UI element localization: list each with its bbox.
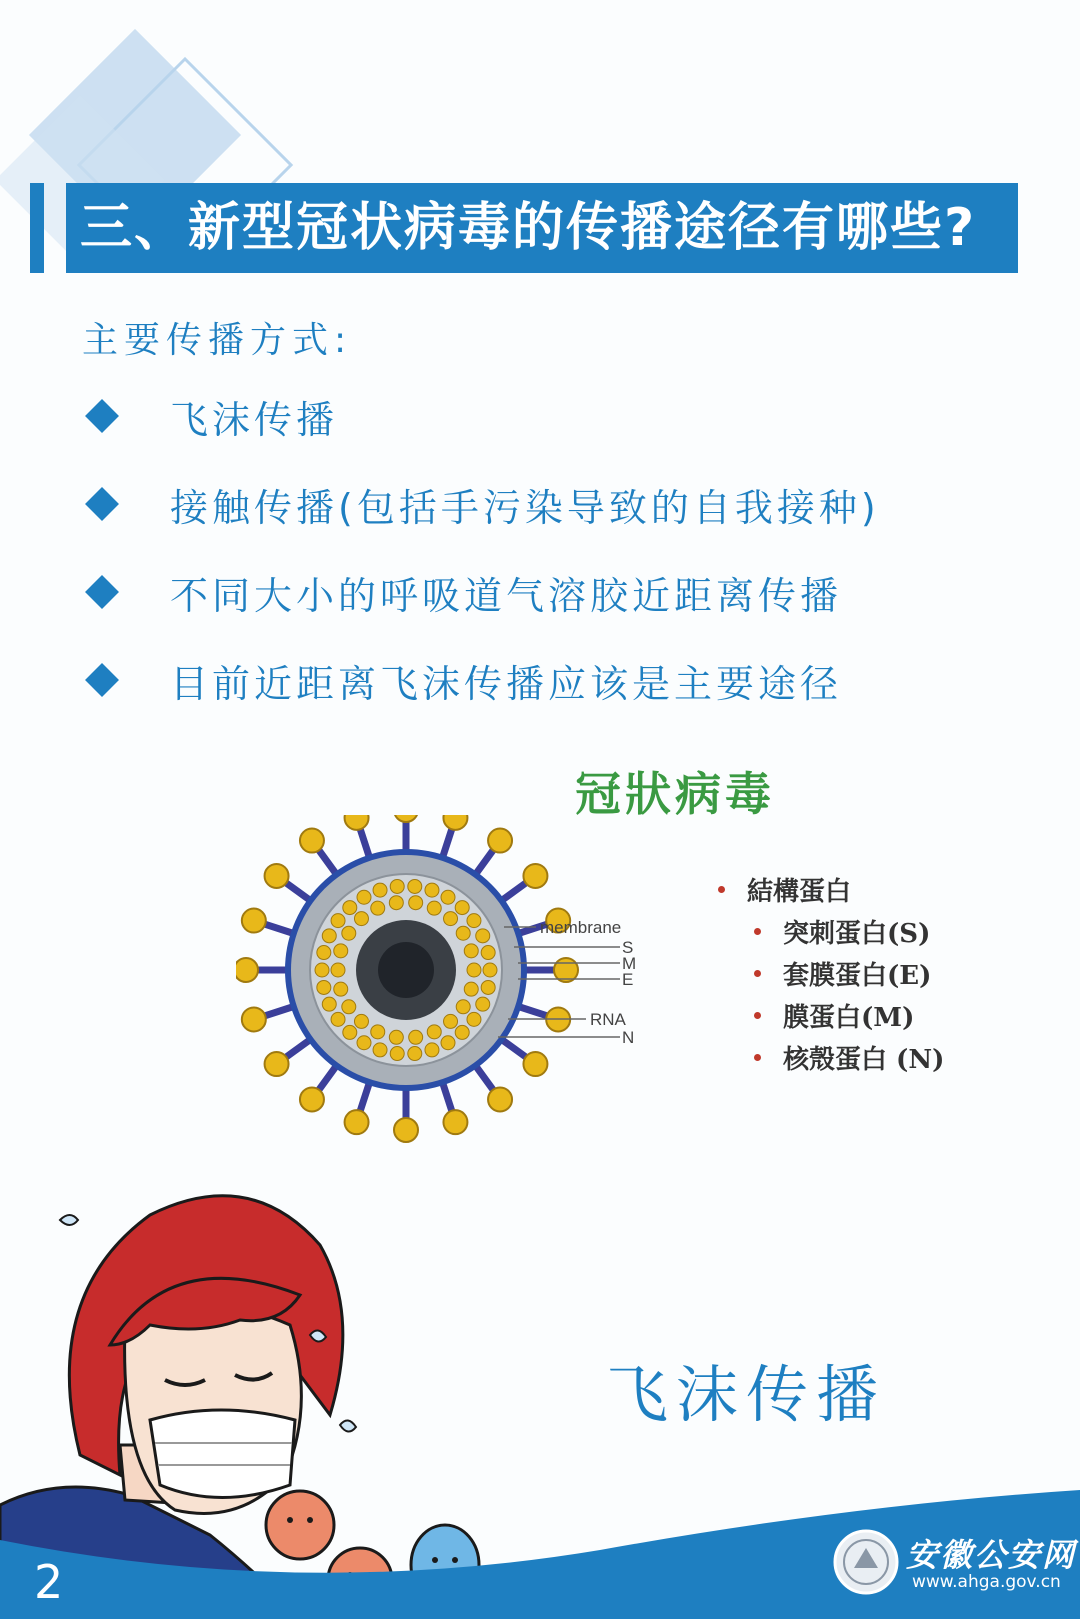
page-number: 2 xyxy=(34,1555,64,1609)
nucleocapsid-bead xyxy=(331,963,345,977)
spike-head xyxy=(265,1052,289,1076)
spike-head xyxy=(488,829,512,853)
nucleocapsid-bead xyxy=(389,1030,403,1044)
nucleocapsid-bead xyxy=(441,1036,455,1050)
site-url[interactable]: www.ahga.gov.cn xyxy=(912,1572,1061,1592)
nucleocapsid-bead xyxy=(425,883,439,897)
nucleocapsid-bead xyxy=(427,901,441,915)
nucleocapsid-bead xyxy=(322,997,336,1011)
list-item-text: 接触传播(包括手污染导致的自我接种) xyxy=(170,485,880,530)
label-e: E xyxy=(622,970,634,989)
nucleocapsid-bead xyxy=(315,963,329,977)
spike-head xyxy=(300,1087,324,1111)
legend-item-text: 突刺蛋白(S) xyxy=(783,918,931,949)
nucleocapsid-bead xyxy=(476,997,490,1011)
list-item xyxy=(82,372,880,460)
list-item xyxy=(82,636,880,724)
legend-bullet-icon xyxy=(754,1054,761,1061)
nucleocapsid-bead xyxy=(390,879,404,893)
spike-head xyxy=(242,1007,266,1031)
spike-head xyxy=(236,958,258,982)
label-membrane: membrane xyxy=(540,918,622,937)
legend-heading: 結構蛋白 xyxy=(747,876,852,907)
title-accent-bar xyxy=(30,183,44,273)
police-badge-icon xyxy=(832,1528,900,1596)
site-name: 安徽公安网 xyxy=(906,1536,1077,1574)
nucleocapsid-bead xyxy=(409,896,423,910)
protein-legend xyxy=(718,868,944,1078)
legend-item-text: 核殼蛋白 (N) xyxy=(783,1044,945,1075)
legend-item xyxy=(718,910,944,952)
nucleocapsid-bead xyxy=(357,1036,371,1050)
diamond-bullet-icon xyxy=(85,399,119,433)
legend-heading-row xyxy=(718,868,944,910)
nucleocapsid-bead xyxy=(357,890,371,904)
nucleocapsid-bead xyxy=(467,914,481,928)
nucleocapsid-bead xyxy=(444,1014,458,1028)
legend-item xyxy=(718,994,944,1036)
spike-head xyxy=(523,864,547,888)
spike-head xyxy=(265,864,289,888)
legend-bullet-icon xyxy=(754,1012,761,1019)
nucleocapsid-bead xyxy=(425,1043,439,1057)
spike-head xyxy=(345,815,369,830)
spike-head xyxy=(300,829,324,853)
section-subtitle: 主要传播方式: xyxy=(82,320,353,361)
nucleocapsid-bead xyxy=(389,896,403,910)
legend-bullet-icon xyxy=(754,928,761,935)
legend-item-text: 膜蛋白(M) xyxy=(783,1002,915,1033)
nucleocapsid-bead xyxy=(334,982,348,996)
nucleocapsid-bead xyxy=(334,944,348,958)
virus-diagram-title: 冠狀病毒 xyxy=(575,767,775,821)
spike-head xyxy=(394,815,418,822)
nucleocapsid-bead xyxy=(343,1025,357,1039)
nucleocapsid-bead xyxy=(427,1025,441,1039)
list-item xyxy=(82,460,880,548)
nucleocapsid-bead xyxy=(342,926,356,940)
nucleocapsid-bead xyxy=(354,912,368,926)
spike-head xyxy=(443,1110,467,1134)
nucleocapsid-bead xyxy=(371,901,385,915)
nucleocapsid-bead xyxy=(409,1030,423,1044)
legend-item xyxy=(718,1036,944,1078)
nucleocapsid-bead xyxy=(331,914,345,928)
diamond-bullet-icon xyxy=(85,663,119,697)
nucleocapsid-bead xyxy=(464,944,478,958)
label-s: S xyxy=(622,938,634,957)
spike-head xyxy=(394,1118,418,1142)
nucleocapsid-bead xyxy=(408,1047,422,1061)
nucleocapsid-bead xyxy=(331,1012,345,1026)
legend-bullet-icon xyxy=(718,886,725,893)
nucleocapsid-bead xyxy=(455,901,469,915)
nucleocapsid-bead xyxy=(390,1047,404,1061)
list-item-text: 目前近距离飞沫传播应该是主要途径 xyxy=(170,661,843,706)
nucleocapsid-bead xyxy=(467,1012,481,1026)
nucleocapsid-bead xyxy=(476,929,490,943)
legend-item xyxy=(718,952,944,994)
nucleocapsid-bead xyxy=(483,963,497,977)
spike-head xyxy=(345,1110,369,1134)
page-title: 三、新型冠状病毒的传播途径有哪些? xyxy=(66,183,1018,273)
list-item-text: 不同大小的呼吸道气溶胶近距离传播 xyxy=(170,573,843,618)
nucleocapsid-bead xyxy=(456,1000,470,1014)
list-item-text: 飞沫传播 xyxy=(170,397,339,442)
nucleocapsid-bead xyxy=(455,1025,469,1039)
nucleocapsid-bead xyxy=(317,946,331,960)
spike-head xyxy=(523,1052,547,1076)
coronavirus-diagram xyxy=(236,815,656,1185)
nucleocapsid-bead xyxy=(373,883,387,897)
legend-item-text: 套膜蛋白(E) xyxy=(783,960,932,991)
nucleocapsid-bead xyxy=(441,890,455,904)
label-n: N xyxy=(622,1028,635,1047)
diamond-bullet-icon xyxy=(85,487,119,521)
nucleocapsid-bead xyxy=(322,929,336,943)
nucleocapsid-bead xyxy=(342,1000,356,1014)
nucleocapsid-bead xyxy=(371,1025,385,1039)
diamond-bullet-icon xyxy=(85,575,119,609)
nucleocapsid-bead xyxy=(373,1043,387,1057)
list-item xyxy=(82,548,880,636)
transmission-list xyxy=(82,372,880,724)
virus-core-center xyxy=(378,942,434,998)
spike-head xyxy=(443,815,467,830)
illustration-caption: 飞沫传播 xyxy=(606,1358,887,1431)
nucleocapsid-bead xyxy=(481,946,495,960)
spike-head xyxy=(242,909,266,933)
legend-bullet-icon xyxy=(754,970,761,977)
label-rna: RNA xyxy=(590,1010,626,1029)
nucleocapsid-bead xyxy=(354,1014,368,1028)
nucleocapsid-bead xyxy=(456,926,470,940)
nucleocapsid-bead xyxy=(467,963,481,977)
nucleocapsid-bead xyxy=(481,980,495,994)
nucleocapsid-bead xyxy=(444,912,458,926)
nucleocapsid-bead xyxy=(343,901,357,915)
nucleocapsid-bead xyxy=(408,879,422,893)
label-m: M xyxy=(622,954,637,973)
nucleocapsid-bead xyxy=(317,980,331,994)
nucleocapsid-bead xyxy=(464,982,478,996)
spike-head xyxy=(488,1087,512,1111)
